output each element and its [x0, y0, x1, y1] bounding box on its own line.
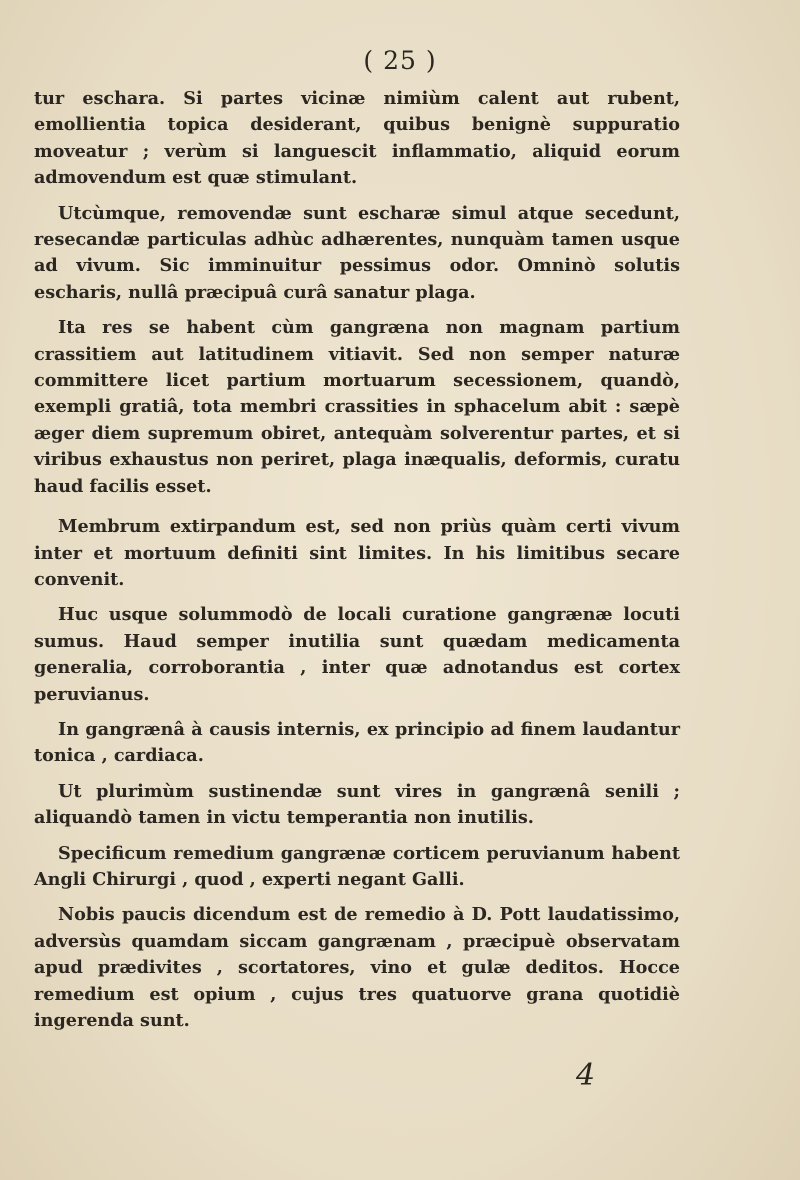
paragraph-4: Membrum extirpandum est, sed non priùs quàm certi vivum inter et mortuum definiti sint limites. In his limitibus secare convenit. — [34, 516, 680, 590]
paragraph-7: Ut plurimùm sustinendæ sunt vires in gangrænâ senili ; aliquandò tamen in victu temperantia non inutilis. — [34, 780, 680, 829]
page-number: ( 25 ) — [363, 46, 437, 75]
signature-mark: 4 — [576, 1058, 596, 1093]
paragraph-6: In gangrænâ à causis internis, ex principio ad finem laudantur tonica , cardiaca. — [34, 718, 680, 767]
paragraph-8: Specificum remedium gangrænæ corticem peruvianum habent Angli Chirurgi , quod , experti negant Galli. — [34, 842, 680, 890]
paragraph-9: Nobis paucis dicendum est de remedio à D. Pott laudatissimo, adversùs quamdam siccam gangrænam , præcipuè observatam apud prædivites , scortatores, vino et gulæ deditos. Hocce remedium est opium , cujus tres quatuorve grana quotidiè ingerenda sunt. — [34, 904, 680, 1031]
body-text — [34, 86, 680, 1043]
paragraph-1: tur eschara. Si partes vicinæ nimiùm calent aut rubent, emollientia topica desiderant, quibus benignè suppuratio moveatur ; verùm si languescit inflammatio, aliquid eorum admovendum est quæ stimulant. — [34, 88, 680, 189]
paragraph-5: Huc usque solummodò de locali curatione gangrænæ locuti sumus. Haud semper inutilia sunt quædam medicamenta generalia, corroborantia , inter quæ adnotandus est cortex peruvianus. — [34, 604, 680, 705]
paragraph-3: Ita res se habent cùm gangræna non magnam partium crassitiem aut latitudinem vitiavit. Sed non semper naturæ committere licet partium mortuarum secessionem, quandò, exempli gratiâ, tota membri crassities in sphacelum abit : sæpè æger diem supremum obiret, antequàm solverentur partes, et si viribus exhaustus non periret, plaga inæqualis, deformis, curatu haud facilis esset. — [34, 317, 680, 497]
paragraph-2: Utcùmque, removendæ sunt escharæ simul atque secedunt, resecandæ particulas adhùc adhærentes, nunquàm tamen usque ad vivum. Sic imminuitur pessimus odor. Omninò solutis escharis, nullâ præcipuâ curâ sanatur plaga. — [34, 202, 680, 303]
